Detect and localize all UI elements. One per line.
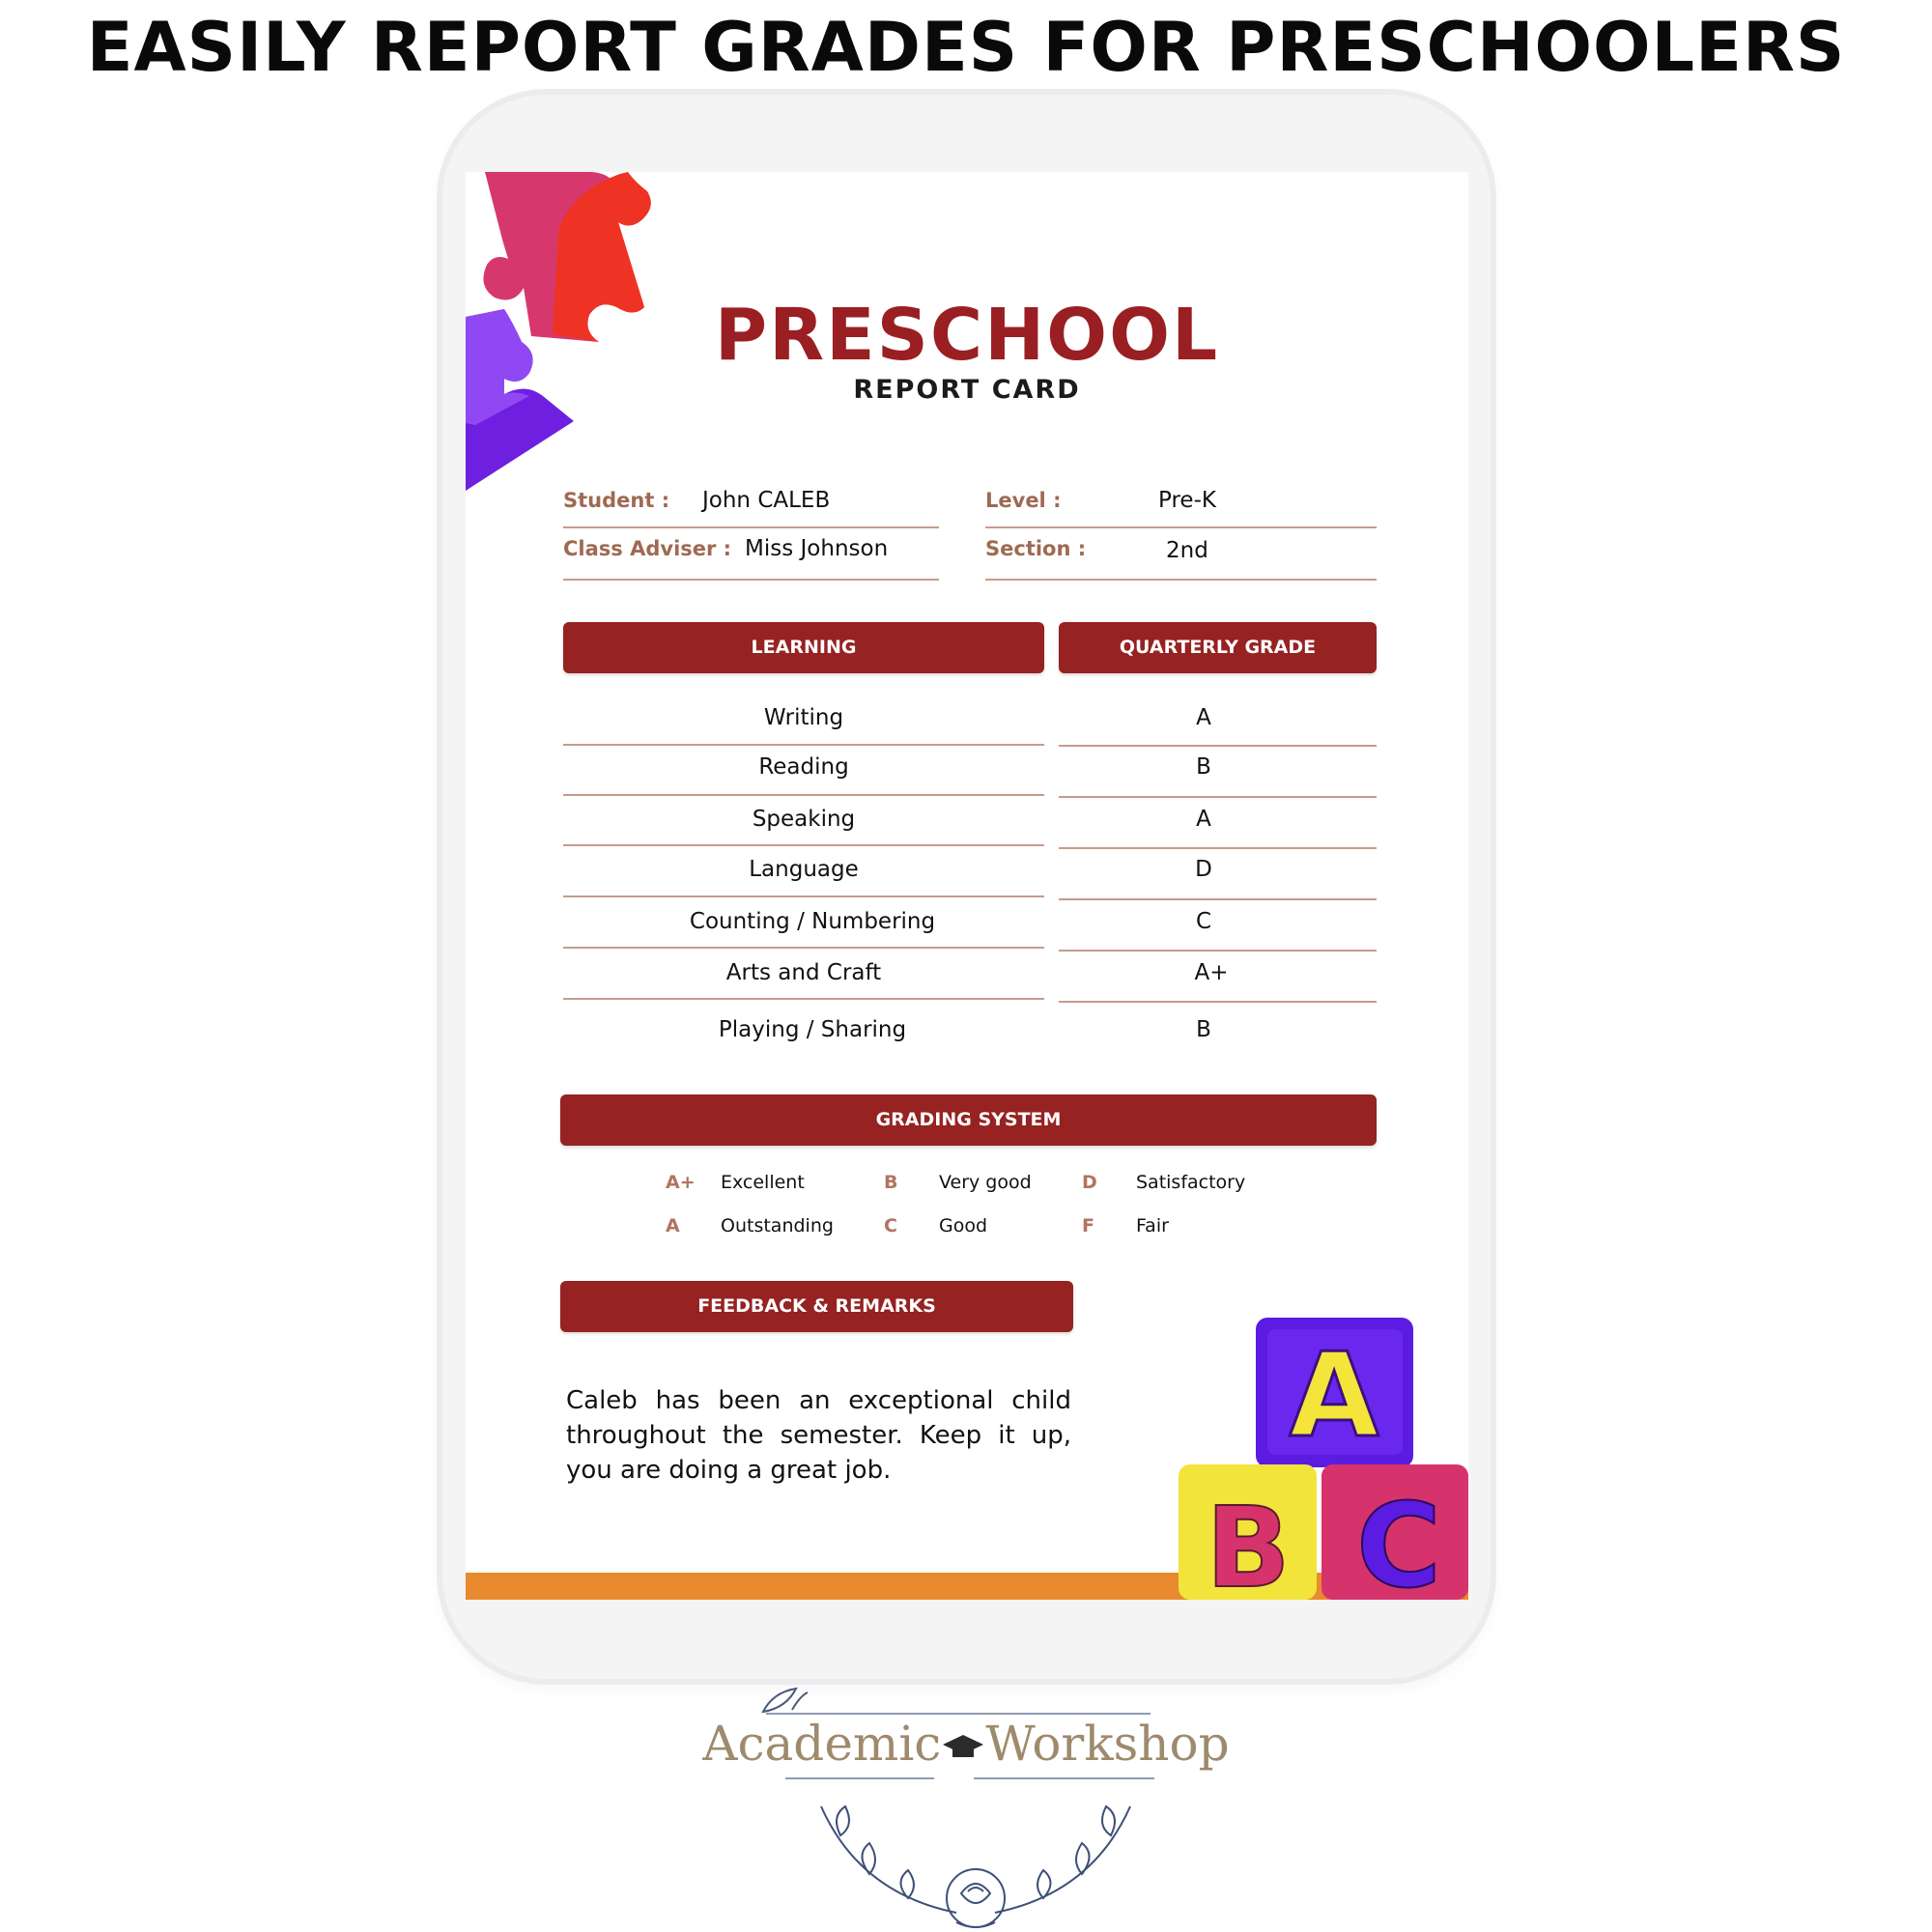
subject-cell: Speaking [752,807,856,832]
report-card-screen [466,172,1468,1600]
logo-bottom-line-left [785,1777,934,1779]
student-value: John CALEB [702,488,831,513]
subject-cell: Language [749,857,859,882]
grading-system-header: GRADING SYSTEM [560,1094,1377,1146]
adviser-label: Class Adviser : [563,537,732,560]
block-letter-c: C [1355,1480,1442,1600]
section-rule [985,579,1377,581]
learning-header: LEARNING [563,622,1044,673]
level-rule [985,526,1377,528]
grade-key-letter: F [1082,1215,1094,1236]
leaf-icon [753,1683,811,1718]
headline: EASILY REPORT GRADES FOR PRESCHOOLERS [86,8,1846,87]
row-rule [563,998,1044,1000]
section-value: 2nd [1166,538,1208,563]
section-label: Section : [985,537,1087,560]
grade-cell: D [1195,857,1212,882]
graduation-cap-icon [941,1731,985,1764]
logo-left-word: Academic [702,1716,942,1772]
logo [0,1716,1932,1772]
subject-cell: Playing / Sharing [718,1017,907,1042]
subject-cell: Counting / Numbering [689,909,936,934]
grade-key-letter: C [884,1215,897,1236]
grade-key-letter: A [666,1215,680,1236]
grade-cell: A+ [1194,960,1229,985]
row-rule [1059,898,1377,900]
subject-cell: Writing [763,705,844,730]
grade-key-text: Outstanding [721,1215,834,1236]
row-rule [1059,950,1377,952]
row-rule [563,744,1044,746]
grade-key-text: Fair [1136,1215,1169,1236]
row-rule [563,844,1044,846]
grade-cell: B [1196,754,1211,780]
grade-key-text: Satisfactory [1136,1172,1246,1193]
quarterly-grade-header: QUARTERLY GRADE [1059,622,1377,673]
feedback-header: FEEDBACK & REMARKS [560,1281,1073,1332]
grade-cell: C [1195,909,1212,934]
level-label: Level : [985,489,1062,512]
block-letter-b: B [1206,1484,1291,1600]
grade-key-letter: A+ [666,1172,696,1193]
row-rule [1059,847,1377,849]
abc-blocks-icon [1179,1318,1468,1600]
adviser-rule [563,579,939,581]
row-rule [1059,745,1377,747]
row-rule [1059,796,1377,798]
grade-cell: A [1196,807,1211,832]
adviser-value: Miss Johnson [745,536,889,561]
logo-top-line [766,1713,1151,1715]
row-rule [563,895,1044,897]
floral-wreath-icon [802,1797,1150,1932]
subject-cell: Reading [758,754,849,780]
card-title: PRESCHOOL [714,294,1220,377]
logo-bottom-line-right [974,1777,1154,1779]
block-letter-a: A [1289,1329,1379,1463]
row-rule [563,947,1044,949]
row-rule [563,794,1044,796]
grade-key-letter: D [1082,1172,1097,1193]
grade-key-text: Very good [939,1172,1032,1193]
row-rule [1059,1001,1377,1003]
feedback-text: Caleb has been an exceptional child throughout the semester. Keep it up, you are doing a great job. [566,1386,1071,1485]
card-subtitle: REPORT CARD [853,375,1081,405]
subject-cell: Arts and Craft [725,960,882,985]
grade-cell: A [1196,705,1211,730]
grade-cell: B [1196,1017,1211,1042]
student-label: Student : [563,489,670,512]
grade-key-text: Good [939,1215,988,1236]
logo-right-word: Workshop [985,1716,1230,1772]
grade-key-letter: B [884,1172,898,1193]
grade-key-text: Excellent [721,1172,805,1193]
student-rule [563,526,939,528]
level-value: Pre-K [1158,488,1216,513]
